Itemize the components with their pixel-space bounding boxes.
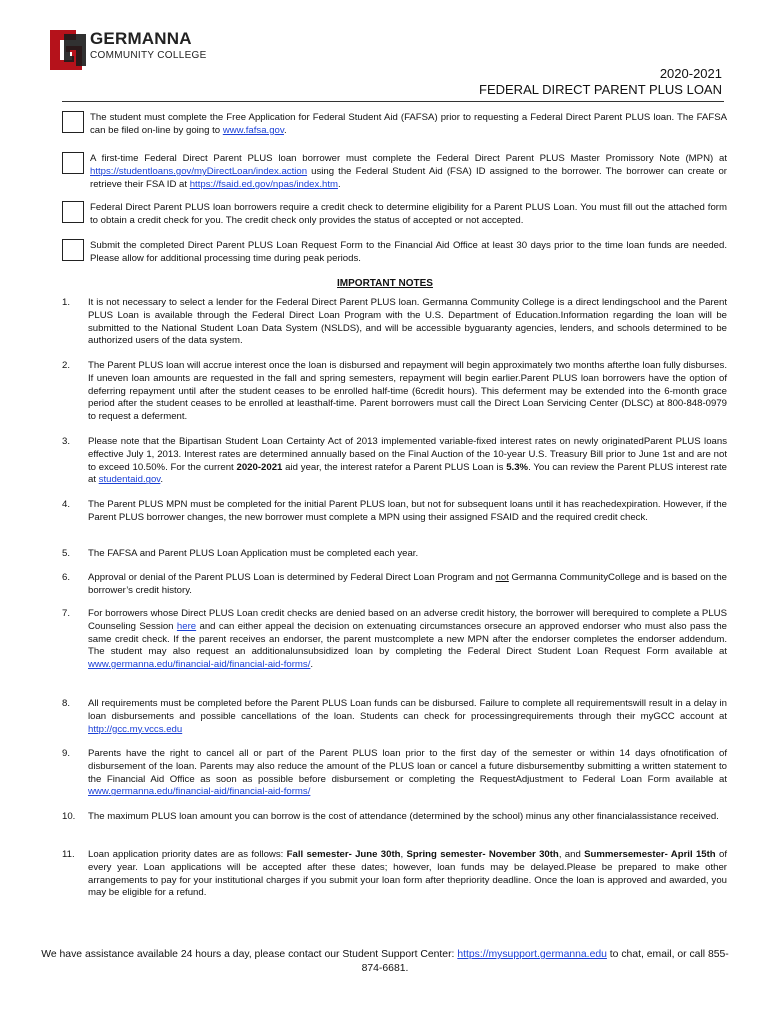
note-number: 3. [62,436,71,447]
text-span: A first-time Federal Direct Parent PLUS loan borrower must complete the Federal Direct Parent PLUS Master Promissory Note (MPN) at [90,153,727,164]
text-span: and can either appeal the decision on extenuating circumstances orsecure an approved endorser who must also pass the same credit check. If the parent receives an endorser, the parent mustcomplete a new MPN after the endorser completes the endorser addendum. The student may also request an additionalunsubsidized loan by completing the Federal Direct Student Loan Request Form available at [88,620,728,658]
note-number: 2. [62,360,71,371]
note-number: 5. [62,548,71,559]
checkbox[interactable] [62,152,84,174]
text-span: aid year, the interest ratefor a Parent PLUS Loan is [282,461,507,473]
note-text: The Parent PLUS loan will accrue interest once the loan is disbursed and repayment will begin approximately two months afterthe loan fully disburses. If uneven loan amounts are requested in the fall and spring semesters, repayment will begin earlier.Parent PLUS loan borrowers have the option of deferring repayment until after the student ceases to be enrolled half-time (6credit hours). This deferment may be extended into the 6-month grace period after the student ceases to be enrolled at leasthalf-time. Parent borrowers must call the Direct Loan Servicing Center (DLSC) at 800-848-0979 to request a deferment. [88,360,727,423]
studentloans-link[interactable]: https://studentloans.gov/myDirectLoan/index.action [90,166,308,177]
text-span: to chat, email, or call 855-874-6681. [361,949,729,974]
fafsa-link[interactable]: www.fafsa.gov [222,125,284,136]
text-span: We have assistance available 24 hours a day, please contact our Student Support Center: [41,949,458,960]
text-span: using the Federal Student Aid (FSA) ID assigned to the borrower. The borrower can create or retrieve their FSA ID at [90,166,727,190]
logo-subtitle: COMMUNITY COLLEGE [90,50,207,61]
note-text: The Parent PLUS MPN must be completed for the initial Parent PLUS loan, but not for subsequent loans until it has reachedexpiration. However, if the Parent PLUS borrower changes, the new borrower must complete a MPN using their assigned FSAID and the required credit check. [88,499,727,523]
financial-aid-forms-link[interactable]: www.germanna.edu/financial-aid/financial-aid-forms/ [88,786,311,798]
note-number: 7. [62,608,71,619]
financial-aid-forms-link[interactable]: www.germanna.edu/financial-aid/financial-aid-forms/ [88,659,311,671]
text-span: , and [558,849,585,860]
note-number: 9. [62,748,71,759]
note-text [88,849,727,900]
fsaid-link[interactable]: https://fsaid.ed.gov/npas/index.htm [189,179,338,190]
checklist-text [90,111,727,137]
checklist-text: Federal Direct Parent PLUS loan borrowers require a credit check to determine eligibility for a Parent PLUS Loan. You must fill out the attached form to obtain a credit check for you. The credit check only provides the status of accepted or not accepted. [90,202,727,226]
text-span: . You can review the Parent PLUS interest rate at [88,461,727,486]
note-text [88,748,727,799]
note-number: 1. [62,297,71,308]
summer-deadline: Summersemester- April 15th [584,849,716,860]
plus-counseling-link[interactable]: here [176,620,197,632]
note-text: It is not necessary to select a lender for the Federal Direct Parent PLUS loan. Germanna Community College is a direct lendingschool and the Parent PLUS Loan is available through the Federal Direct Loan Program with the U.S. Department of Education.Information regarding the loan will be submitted to the National Student Loan Data System (NSLDS), and will be accessible byguaranty agencies, lenders, and schools determined to be authorized users of the data system. [88,297,727,347]
important-notes-heading: IMPORTANT NOTES [337,278,433,289]
spring-deadline: Spring semester- November 30th [406,849,559,860]
note-text [88,608,727,672]
note-number: 10. [62,811,76,822]
fall-deadline: Fall semester- June 30th [286,849,401,860]
not-emphasis: not [495,572,509,583]
logo-name: GERMANNA [90,29,192,48]
document-year: 2020-2021 [659,66,722,81]
interest-rate-highlight: 5.3% [506,461,529,473]
note-number: 11. [62,849,75,860]
college-logo [46,26,216,72]
header-divider [62,101,724,102]
note-number: 4. [62,499,71,510]
note-text [88,436,727,487]
text-span: Parents have the right to cancel all or part of the Parent PLUS loan prior to the first day of the semester or within 14 days ofnotification of disbursement of the loan. Parents may also reduce the amount of the PLUS loan or cancel a future disbursementby submitting a written statement to the Financial Aid Office as soon as possible before disbursement or completing the RequestAdjustment to Federal Loan Form available at [88,748,727,785]
mygcc-link[interactable]: http://gcc.my.vccs.edu [88,723,183,735]
text-span: Germanna CommunityCollege and is based on the borrower’s credit history. [88,572,727,596]
checklist-text: Submit the completed Direct Parent PLUS Loan Request Form to the Financial Aid Office at least 30 days prior to the time loan funds are needed. Please allow for additional processing time during peak periods. [90,240,727,264]
support-link[interactable]: https://mysupport.germanna.edu [457,949,607,960]
text-span: . [337,179,341,190]
note-text: The maximum PLUS loan amount you can borrow is the cost of attendance (determined by the school) minus any other financialassistance received. [88,811,719,822]
support-footer [40,948,730,976]
text-span: , [400,849,407,860]
germanna-g-icon [46,26,90,72]
document-title: FEDERAL DIRECT PARENT PLUS LOAN [479,82,722,97]
text-span: The student must complete the Free Application for Federal Student Aid (FAFSA) prior to requesting a Federal Direct Parent PLUS loan. The FAFSA can be filed on-line by going to [90,112,727,136]
checklist-text [90,152,727,191]
text-span: . [283,125,287,136]
text-span: . [160,474,164,486]
note-text [88,698,727,736]
checkbox[interactable] [62,201,84,223]
text-span: All requirements must be completed before the Parent PLUS Loan funds can be disbursed. Failure to complete all requirementswill result in a delay in loan disbursements and possible cancellations of the loan. Students can check for processingrequirements through their myGCC account at [88,698,727,722]
text-span: Approval or denial of the Parent PLUS Loan is determined by Federal Direct Loan Program and [88,572,496,583]
text-span: Please note that the Bipartisan Student Loan Certainty Act of 2013 implemented variable-fixed interest rates on newly originatedParent PLUS loans effective July 1, 2013. Interest rates are determined annually based on the Final Auction of the 10-year U.S. Treasury Bill prior to June 1st and are not to exceed 10.50%. For the current [88,436,727,473]
studentaid-link[interactable]: studentaid.gov [98,474,161,486]
text-span: . [310,659,314,671]
text-span: of every year. Loan applications will be accepted after these dates; however, loan funds may be delayed.Please be prepared to make other arrangements to pay for your institutional charges if you submit your loan form after thepriority deadline. Once the loan is approved and awarded, you may be eligible for a refund. [88,849,727,899]
text-span: Loan application priority dates are as follows: [88,849,287,860]
note-text [88,572,727,598]
note-text: The FAFSA and Parent PLUS Loan Application must be completed each year. [88,548,419,559]
note-number: 6. [62,572,71,583]
checkbox[interactable] [62,111,84,133]
checkbox[interactable] [62,239,84,261]
note-number: 8. [62,698,71,709]
aid-year-highlight: 2020-2021 [236,461,283,473]
text-span: For borrowers whose Direct PLUS Loan credit checks are denied based on an adverse credit history, the borrower will berequired to complete a PLUS Counseling Session [88,608,727,632]
